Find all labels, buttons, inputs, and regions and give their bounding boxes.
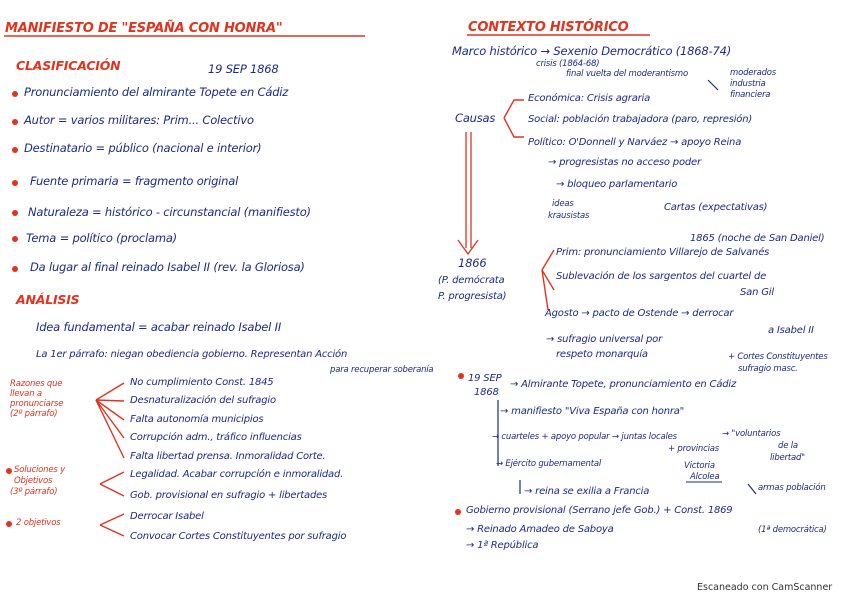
solution-item: Legalidad. Acabar corrupción e inmoralidad. xyxy=(130,469,344,480)
paragraph-one-cont: para recuperar soberanía xyxy=(330,365,434,375)
classification-item: Destinatario = público (nacional e interior) xyxy=(24,141,262,155)
group1-label: Razones que xyxy=(10,379,63,389)
group2-label: Objetivos xyxy=(14,476,53,486)
main-idea: Idea fundamental = acabar reinado Isabel II xyxy=(36,320,282,334)
cuarteles-event: → cuarteles + apoyo popular → juntas locales xyxy=(492,432,677,442)
bullet xyxy=(12,180,18,186)
party-note: (P. demócrata xyxy=(438,275,505,286)
reason-item: Desnaturalización del sufragio xyxy=(130,395,276,406)
group1-label: pronunciarse xyxy=(10,399,64,409)
bullet xyxy=(6,468,12,474)
noche-san-daniel: 1865 (noche de San Daniel) xyxy=(690,233,825,244)
classification-item: Tema = político (proclama) xyxy=(26,231,177,245)
cartas-note: Cartas (expectativas) xyxy=(664,202,768,213)
cause-political: Político: O'Donnell y Narváez → apoyo Reina xyxy=(528,137,742,148)
event-date: 19 SEP xyxy=(468,373,502,384)
provincias-note: + provincias xyxy=(668,444,719,454)
solution-item: Gob. provisional en sufragio + libertades xyxy=(130,490,328,501)
victoria-note: Alcolea xyxy=(690,472,720,482)
group3-label: 2 objetivos xyxy=(16,518,61,528)
ejercito-event: → Ejército gubernamental xyxy=(496,459,602,469)
objective-item: Convocar Cortes Constituyentes por sufragio xyxy=(130,531,347,542)
group2-label: (3º párrafo) xyxy=(10,487,58,497)
agosto-event: Agosto → pacto de Ostende → derrocar xyxy=(545,308,734,319)
reinado-amadeo: → Reinado Amadeo de Saboya xyxy=(466,524,614,535)
classification-item: Da lugar al final reinado Isabel II (rev. la Gloriosa) xyxy=(30,260,305,274)
bullet xyxy=(12,266,18,272)
prim-event: Prim: pronunciamiento Villarejo de Salvanés xyxy=(556,247,770,258)
context-heading: CONTEXTO HISTÓRICO xyxy=(468,20,629,35)
bullet xyxy=(12,236,18,242)
event-date: 1868 xyxy=(474,387,499,398)
isabel-note: a Isabel II xyxy=(768,325,814,336)
moderados-note: industria xyxy=(730,79,766,89)
voluntarios-note: de la xyxy=(778,441,798,451)
historical-frame-sub: final vuelta del moderantismo xyxy=(566,69,688,79)
moderados-note: moderados xyxy=(730,68,777,78)
armas-note: armas población xyxy=(758,483,826,493)
classification-item: Pronunciamiento del almirante Topete en Cádiz xyxy=(24,85,289,99)
scanner-watermark: Escaneado con CamScanner xyxy=(697,582,833,593)
group1-label: (2º párrafo) xyxy=(10,409,58,419)
voluntarios-note: → "voluntarios xyxy=(722,429,781,439)
cause-progresistas: → progresistas no acceso poder xyxy=(548,157,701,168)
bullet xyxy=(6,521,12,527)
gobierno-provisional: Gobierno provisional (Serrano jefe Gob.) + Const. 1869 xyxy=(466,505,733,516)
classification-item: Fuente primaria = fragmento original xyxy=(30,174,239,188)
group1-label: llevan a xyxy=(10,389,42,399)
cortes-note: sufragio masc. xyxy=(738,364,798,374)
voluntarios-note: libertad" xyxy=(770,453,805,463)
san-gil: San Gil xyxy=(740,287,774,298)
cause-bloqueo: → bloqueo parlamentario xyxy=(556,179,678,190)
bullet xyxy=(12,91,18,97)
democratica-note: (1ª democrática) xyxy=(758,525,827,535)
historical-frame: Marco histórico → Sexenio Democrático (1868-74) xyxy=(452,44,731,58)
reason-item: Corrupción adm., tráfico influencias xyxy=(130,432,302,443)
primera-republica: → 1ª República xyxy=(466,540,539,551)
reason-item: No cumplimiento Const. 1845 xyxy=(130,377,274,388)
sufragio-note: → sufragio universal por xyxy=(546,334,662,345)
classification-heading: CLASIFICACIÓN xyxy=(16,58,121,73)
group2-label: Soluciones y xyxy=(14,465,65,475)
page-title: MANIFIESTO DE "ESPAÑA CON HONRA" xyxy=(5,21,283,36)
krausistas-note: ideas xyxy=(552,199,574,209)
cortes-note: + Cortes Constituyentes xyxy=(728,352,828,362)
reason-item: Falta autonomía municipios xyxy=(130,414,264,425)
bullet xyxy=(12,210,18,216)
historical-frame-sub: crisis (1864-68) xyxy=(536,59,600,69)
objective-item: Derrocar Isabel xyxy=(130,511,204,522)
year-1866: 1866 xyxy=(458,256,487,270)
bullet xyxy=(12,119,18,125)
document-date: 19 SEP 1868 xyxy=(208,62,279,76)
krausistas-note: krausistas xyxy=(548,211,590,221)
causes-label: Causas xyxy=(455,111,496,125)
cause-economic: Económica: Crisis agraria xyxy=(528,93,651,104)
analysis-heading: ANÁLISIS xyxy=(16,292,80,307)
victoria-note: Victoria xyxy=(684,461,715,471)
respeto-note: respeto monarquía xyxy=(556,349,648,360)
bullet xyxy=(458,373,464,379)
bullet xyxy=(455,509,461,515)
paragraph-one: La 1er párrafo: niegan obediencia gobierno. Representan Acción xyxy=(36,349,348,360)
moderados-note: financiera xyxy=(730,90,771,100)
cause-social: Social: población trabajadora (paro, represión) xyxy=(528,114,753,125)
manifiesto-event: → manifiesto "Viva España con honra" xyxy=(500,406,685,417)
classification-item: Autor = varios militares: Prim... Colectivo xyxy=(24,113,254,127)
reason-item: Falta libertad prensa. Inmoralidad Corte. xyxy=(130,451,326,462)
bullet xyxy=(12,147,18,153)
classification-item: Naturaleza = histórico - circunstancial (manifiesto) xyxy=(28,205,311,219)
reina-exilio: → reina se exilia a Francia xyxy=(524,486,650,497)
topete-event: → Almirante Topete, pronunciamiento en Cádiz xyxy=(510,379,737,390)
party-note: P. progresista) xyxy=(438,291,507,302)
sublevacion-event: Sublevación de los sargentos del cuartel de xyxy=(556,271,767,282)
